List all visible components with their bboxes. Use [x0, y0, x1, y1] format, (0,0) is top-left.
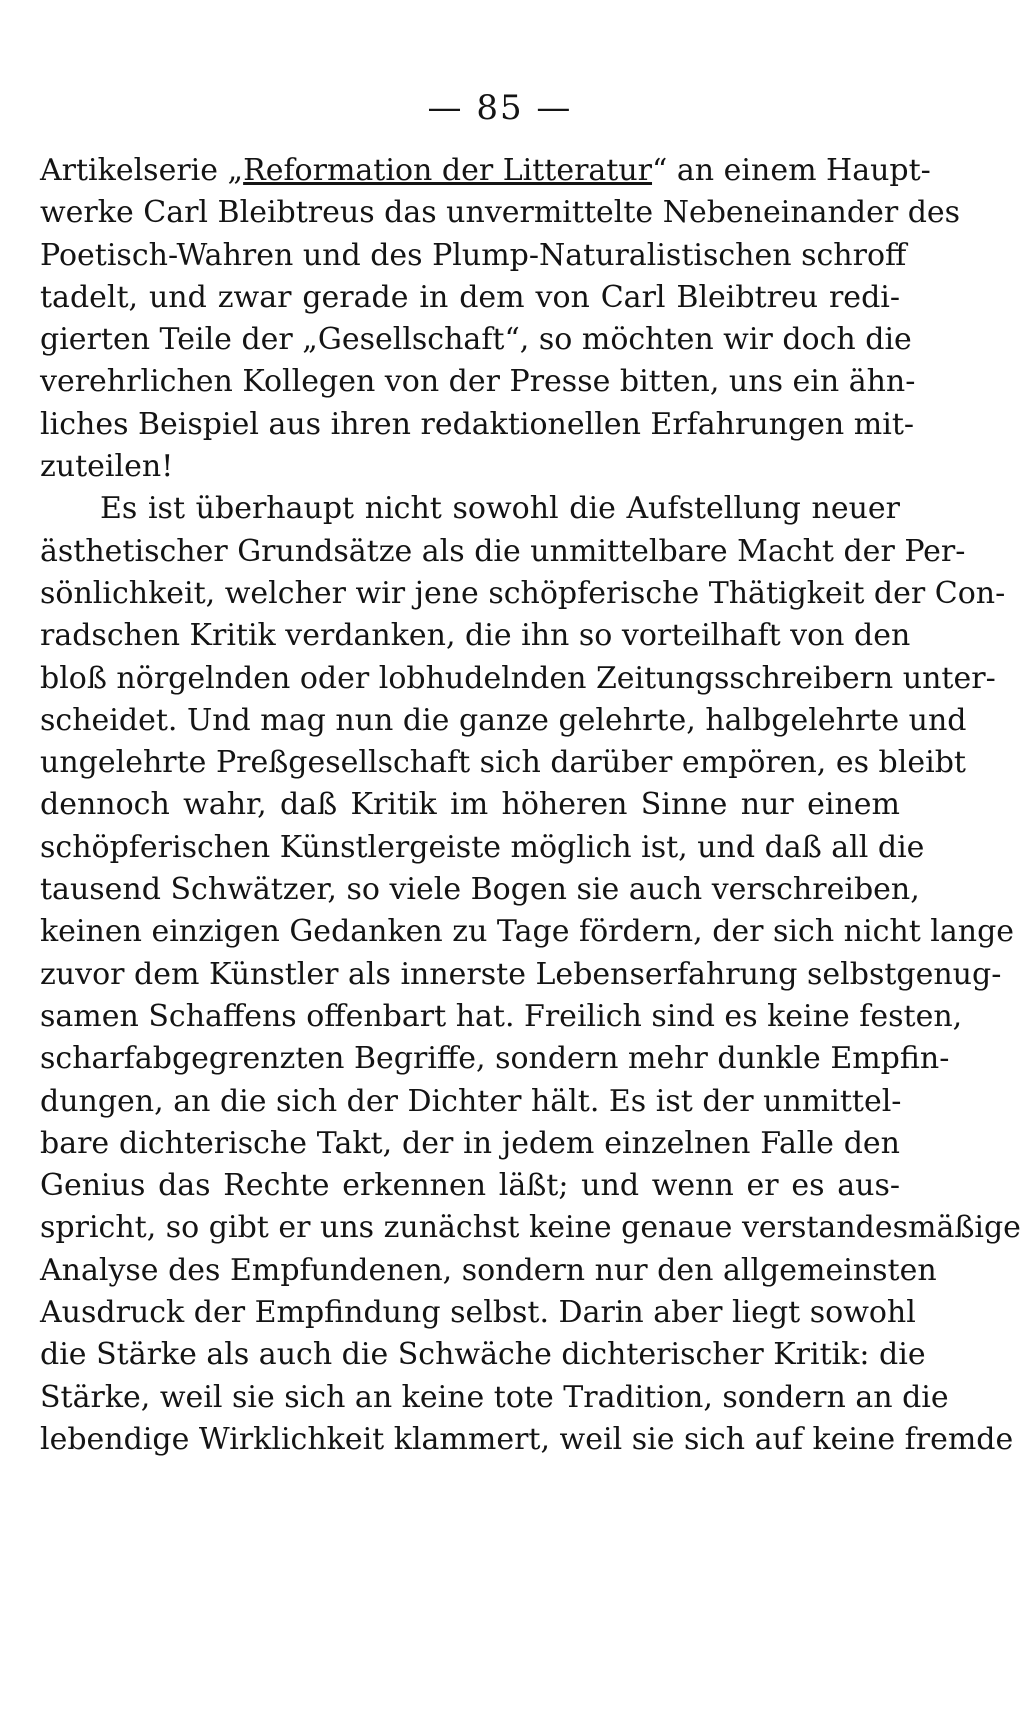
paragraph-start-line: Es ist überhaupt nicht sowohl die Aufstellung neuer	[100, 491, 900, 527]
text-line: Poetisch-Wahren und des Plump-Naturalistischen schroff	[40, 237, 907, 273]
line-text-start: Artikelserie „	[40, 153, 244, 188]
text-line: spricht, so gibt er uns zunächst keine genaue verstandesmäßige	[40, 1210, 1021, 1246]
text-line: die Stärke als auch die Schwäche dichterischer Kritik: die	[40, 1337, 926, 1373]
text-line: scheidet. Und mag nun die ganze gelehrte, halbgelehrte und	[40, 702, 967, 738]
text-line: Stärke, weil sie sich an keine tote Tradition, sondern an die	[40, 1379, 949, 1415]
text-line: verehrlichen Kollegen von der Presse bitten, uns ein ähn-	[40, 364, 916, 400]
text-line: radschen Kritik verdanken, die ihn so vorteilhaft von den	[40, 618, 911, 654]
text-line: samen Schaffens offenbart hat. Freilich sind es keine festen,	[40, 998, 963, 1034]
text-line: zuvor dem Künstler als innerste Lebenserfahrung selbstgenug-	[40, 956, 1002, 992]
text-line: gierten Teile der „Gesellschaft“, so möchten wir doch die	[40, 322, 912, 358]
page-number: — 85 —	[427, 88, 573, 128]
text-line: ästhetischer Grundsätze als die unmittelbare Macht der Per-	[40, 533, 966, 569]
text-line: schöpferischen Künstlergeiste möglich ist, und daß all die	[40, 829, 925, 865]
text-line: dungen, an die sich der Dichter hält. Es ist der unmittel-	[40, 1083, 902, 1119]
text-line: tadelt, und zwar gerade in dem von Carl Bleibtreu redi-	[40, 279, 900, 315]
line-text-end: “ an einem Haupt-	[652, 153, 931, 188]
text-line: Analyse des Empfundenen, sondern nur den allgemeinsten	[40, 1252, 937, 1288]
text-line: dennoch wahr, daß Kritik im höheren Sinne nur einem	[40, 787, 900, 823]
text-line: Genius das Rechte erkennen läßt; und wenn er es aus-	[40, 1168, 900, 1204]
text-line: keinen einzigen Gedanken zu Tage fördern, der sich nicht lange	[40, 914, 1015, 950]
body-text	[40, 150, 1021, 1461]
text-line: liches Beispiel aus ihren redaktionellen Erfahrungen mit-	[40, 406, 915, 442]
text-line: ungelehrte Preßgesellschaft sich darüber empören, es bleibt	[40, 745, 966, 781]
text-line: bloß nörgelnden oder lobhudelnden Zeitungsschreibern unter-	[40, 660, 996, 696]
text-line: werke Carl Bleibtreus das unvermittelte Nebeneinander des	[40, 195, 961, 231]
text-line	[40, 150, 931, 192]
text-line: sönlichkeit, welcher wir jene schöpferische Thätigkeit der Con-	[40, 575, 1006, 611]
underlined-title: Reformation der Litteratur	[243, 153, 653, 188]
text-line: tausend Schwätzer, so viele Bogen sie auch verschreiben,	[40, 872, 920, 908]
text-line: lebendige Wirklichkeit klammert, weil sie sich auf keine fremde	[40, 1421, 1014, 1457]
text-line: Ausdruck der Empfindung selbst. Darin aber liegt sowohl	[40, 1295, 916, 1331]
text-line: bare dichterische Takt, der in jedem einzelnen Falle den	[40, 1125, 900, 1161]
paragraph-end-line: zuteilen!	[40, 449, 174, 485]
text-line: scharfabgegrenzten Begriffe, sondern mehr dunkle Empfin-	[40, 1041, 950, 1077]
